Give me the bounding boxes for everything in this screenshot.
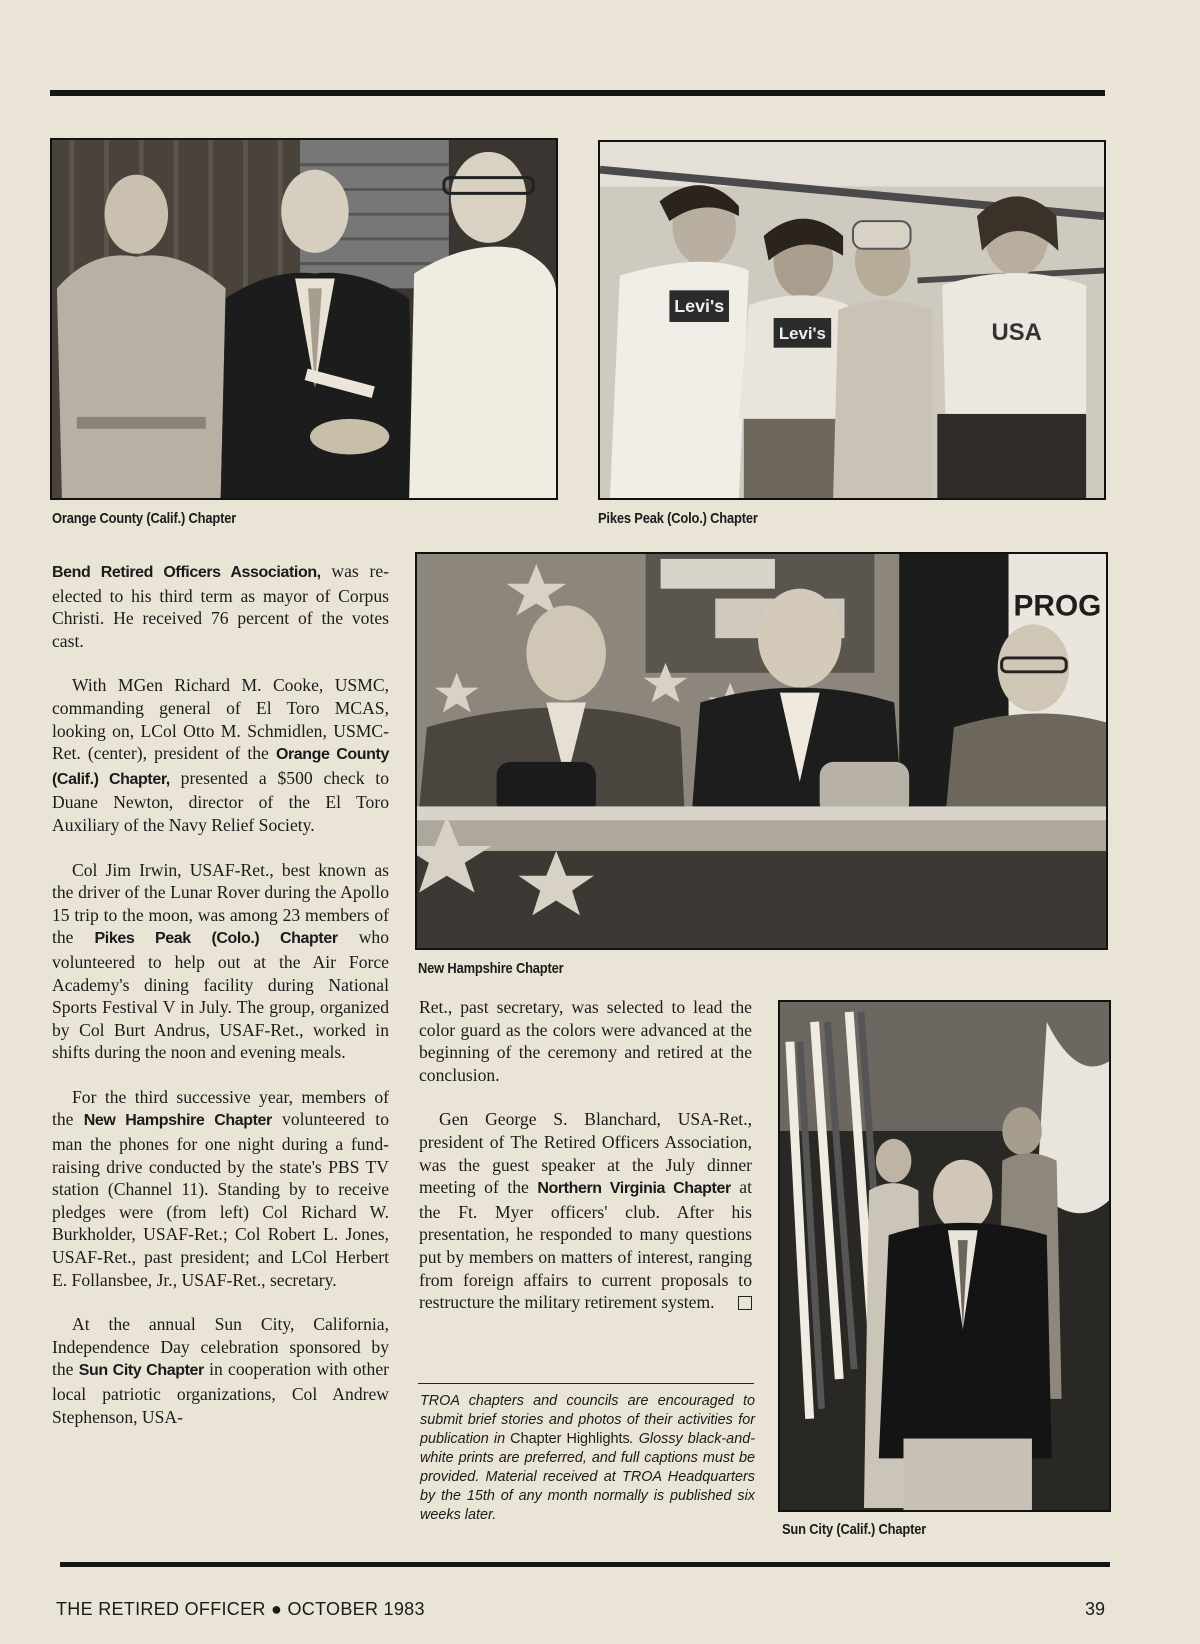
paragraph-bend-text: was re-elected to his third term as mayor of Corpus Christi. He received 76 percent of the votes cast. xyxy=(52,561,389,651)
paragraph-northern-virginia xyxy=(419,1108,752,1313)
paragraph-northern-virginia-text-a: Gen George S. Blanchard, USA-Ret., president of The Retired Officers Association, was the guest speaker at the July dinner meeting of the xyxy=(419,1109,752,1198)
photo-orange-county xyxy=(50,138,558,500)
photo-pikes-peak xyxy=(598,140,1106,500)
shirt-text-3: USA xyxy=(991,318,1042,346)
caption-new-hampshire: New Hampshire Chapter xyxy=(418,960,564,977)
end-mark-box-icon xyxy=(738,1296,752,1310)
left-text-column xyxy=(52,560,389,1450)
caption-sun-city: Sun City (Calif.) Chapter xyxy=(782,1521,927,1538)
paragraph-orange-county-text-b: presented a $500 check to Duane Newton, director of the El Toro Auxiliary of the Navy Relief Society. xyxy=(52,767,389,835)
paragraph-new-hampshire-text-b: volunteered to man the phones for one night during a fund-raising drive conducted by the state's PBS TV station (Channel 11). Standing by to receive pledges were (from left) Col Richard W. Burkholder, USAF-Ret.; Col Robert L. Jones, USAF-Ret., past president; and LCol Herbert E. Follansbee, Jr., USAF-Ret., secretary. xyxy=(52,1109,389,1290)
paragraph-sun-city-text-a: At the annual Sun City, California, Independence Day celebration sponsored by the xyxy=(52,1314,389,1380)
submission-note-text-b: . Glossy black-and-white prints are preferred, and full captions must be provided. Material received at TROA Headquarters by the 15th of any month normally is published six weeks later. xyxy=(420,1431,755,1523)
footer-publication: THE RETIRED OFFICER ● OCTOBER 1983 xyxy=(56,1599,425,1619)
sign-text: PROG xyxy=(1013,589,1102,623)
paragraph-color-guard: Ret., past secretary, was selected to lead the color guard as the colors were advanced at the beginning of the ceremony and retired at the conclusion. xyxy=(419,997,752,1085)
paragraph-new-hampshire-text-a: For the third successive year, members of the xyxy=(52,1086,389,1130)
caption-pikes-peak: Pikes Peak (Colo.) Chapter xyxy=(598,510,758,527)
paragraph-northern-virginia-text-b: at the Ft. Myer officers' club. After his presentation, he responded to many questions put by members on matters of interest, ranging from foreign affairs to current proposals to restructure the military retirement system. xyxy=(419,1177,752,1313)
highlight-new-hampshire: New Hampshire Chapter xyxy=(83,1112,272,1130)
note-divider xyxy=(418,1383,754,1384)
paragraph-sun-city-text-b: in cooperation with other local patriotic organizations, Col Andrew Stephenson, USA- xyxy=(52,1359,389,1427)
bottom-rule xyxy=(60,1562,1110,1567)
caption-orange-county: Orange County (Calif.) Chapter xyxy=(52,510,237,527)
highlight-pikes-peak: Pikes Peak (Colo.) Chapter xyxy=(94,930,338,948)
page-number: 39 xyxy=(1085,1599,1106,1619)
paragraph-sun-city xyxy=(52,1313,389,1428)
shirt-text-2: Levi's xyxy=(778,323,826,343)
paragraph-pikes-peak-text-a: Col Jim Irwin, USAF-Ret., best known as the driver of the Lunar Rover during the Apollo 15 trip to the moon, was among 23 members of the xyxy=(52,859,389,948)
submission-note-text-a: TROA chapters and councils are encouraged to submit brief stories and photos of their activities for publication in xyxy=(420,1393,755,1447)
top-rule xyxy=(50,90,1105,96)
paragraph-bend xyxy=(52,560,389,652)
paragraph-pikes-peak-text-b: who volunteered to help out at the Air Force Academy's dining facility during National Sports Festival V in July. The group, organized by Col Burt Andrus, USAF-Ret., worked in shifts during the noon and evening meals. xyxy=(52,927,389,1063)
middle-text-column xyxy=(419,996,752,1336)
shirt-text-1: Levi's xyxy=(674,296,725,317)
highlight-sun-city: Sun City Chapter xyxy=(78,1362,204,1380)
submission-note-feature-name: Chapter Highlights xyxy=(510,1431,630,1447)
photo-new-hampshire xyxy=(415,552,1108,950)
highlight-orange-county: Orange County (Calif.) Chapter, xyxy=(52,746,389,788)
paragraph-orange-county xyxy=(52,674,389,836)
paragraph-orange-county-text-a: With MGen Richard M. Cooke, USMC, commanding general of El Toro MCAS, looking on, LCol Otto M. Schmidlen, USMC-Ret. (center), president of the xyxy=(52,675,389,764)
highlight-bend: Bend Retired Officers Association, xyxy=(52,564,321,581)
paragraph-pikes-peak xyxy=(52,859,389,1064)
paragraph-new-hampshire xyxy=(52,1086,389,1291)
submission-note xyxy=(420,1392,755,1525)
highlight-northern-virginia: Northern Virginia Chapter xyxy=(537,1180,731,1198)
photo-sun-city xyxy=(778,1000,1111,1512)
